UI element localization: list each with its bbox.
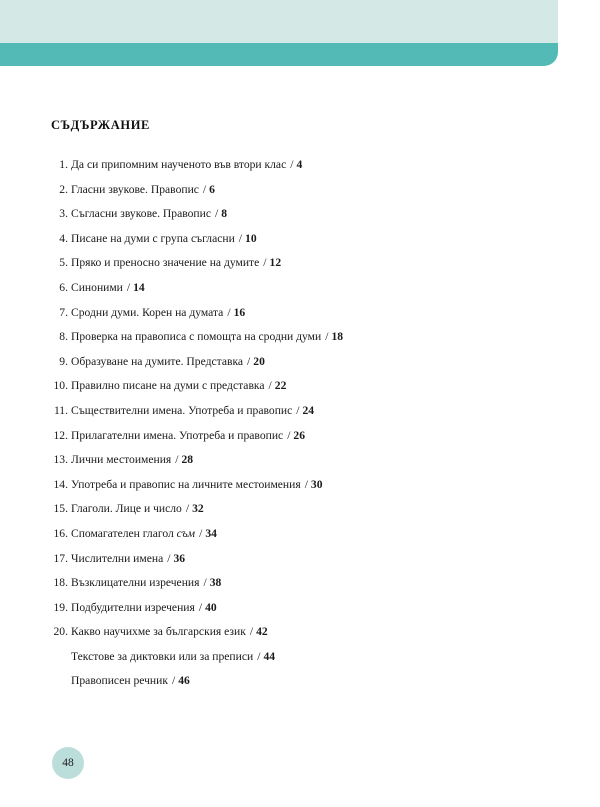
table-of-contents-list: [51, 158, 531, 699]
toc-entry-separator: /: [199, 526, 203, 540]
toc-entry-title-text: Подбудителни изречения: [71, 600, 195, 614]
toc-entry-page-number: 14: [133, 280, 145, 294]
toc-entry-page-number: 12: [269, 256, 282, 270]
toc-entry-page-number: 32: [192, 502, 204, 516]
toc-entry-number: 3.: [59, 207, 68, 221]
toc-entry[interactable]: [51, 429, 531, 454]
toc-entry-page-number: 38: [209, 576, 222, 590]
toc-entry-separator: /: [126, 280, 131, 294]
toc-entry[interactable]: [51, 453, 531, 478]
toc-entry-separator: /: [263, 256, 267, 270]
toc-entry-page-number: 20: [253, 354, 265, 368]
toc-entry-number: 12.: [53, 428, 68, 442]
toc-entry-page-number: 26: [293, 428, 306, 442]
toc-entry[interactable]: [51, 306, 531, 331]
toc-entry-number: 15.: [53, 502, 68, 516]
toc-entry-number: 19.: [53, 600, 68, 614]
toc-entry[interactable]: [51, 158, 531, 183]
toc-entry[interactable]: [51, 527, 531, 552]
toc-entry-number: 2.: [59, 182, 68, 196]
toc-entry-number: 20.: [53, 625, 68, 639]
toc-entry-separator: /: [304, 477, 308, 491]
toc-entry[interactable]: [51, 379, 531, 404]
header-band-light: [0, 0, 558, 43]
header-band-teal: [0, 43, 558, 66]
toc-entry-title-text: Гласни звукове. Правопис: [71, 182, 199, 196]
toc-entry-title: [71, 625, 246, 638]
toc-entry[interactable]: [51, 256, 531, 281]
toc-entry-title-text: Какво научихме за българския език: [71, 625, 246, 639]
toc-entry-title-text: Текстове за диктовки или за преписи: [71, 649, 254, 663]
toc-entry-title-text: Възклицателни изречения: [71, 576, 200, 590]
toc-entry-title-text: Правилно писане на думи с представка: [71, 379, 265, 393]
toc-entry-separator: /: [287, 428, 291, 442]
toc-entry-title-text: Числителни имена: [71, 551, 164, 565]
toc-entry[interactable]: [51, 207, 531, 232]
toc-entry-separator: /: [290, 158, 294, 171]
toc-entry-number: 8.: [59, 330, 68, 344]
toc-entry[interactable]: [51, 355, 531, 380]
toc-entry-number: 10.: [53, 379, 68, 393]
toc-entry-title-text: Писане на думи с група съгласни: [71, 231, 235, 245]
toc-entry-title-text: Употреба и правопис на личните местоимения: [71, 477, 301, 491]
toc-entry[interactable]: [51, 232, 531, 257]
toc-entry-separator: /: [202, 182, 207, 196]
toc-entry-separator: /: [175, 453, 179, 467]
toc-entry[interactable]: [51, 183, 531, 208]
toc-entry[interactable]: [51, 502, 531, 527]
toc-entry-number: 16.: [53, 526, 68, 540]
toc-entry[interactable]: [51, 601, 531, 626]
toc-entry-separator: /: [167, 551, 171, 565]
toc-entry-separator: /: [238, 231, 243, 245]
toc-entry-title: [71, 232, 235, 245]
toc-entry-number: 7.: [59, 305, 68, 319]
toc-entry-title: [71, 404, 292, 417]
toc-entry-title-text: Прилагателни имена. Употреба и правопис: [71, 428, 284, 442]
toc-entry-title-italic: съм: [176, 526, 196, 540]
toc-entry-page-number: 22: [274, 379, 287, 393]
toc-entry[interactable]: [51, 281, 531, 306]
toc-entry-title: [71, 306, 223, 319]
toc-entry-title-text: Синоними: [71, 280, 123, 294]
toc-entry-number: 17.: [53, 551, 68, 565]
toc-entry-page-number: 28: [181, 453, 194, 467]
toc-entry-title-text: Глаголи. Лице и число: [71, 502, 182, 516]
toc-entry-separator: /: [198, 600, 203, 614]
toc-entry-title: [71, 650, 253, 663]
toc-entry[interactable]: [51, 625, 531, 650]
toc-entry-title-text: Лични местоимения: [71, 453, 172, 467]
toc-entry-page-number: 40: [205, 600, 217, 614]
toc-entry-title-text: Правописен речник: [71, 674, 168, 688]
toc-entry-title-text: Образуване на думите. Представка: [71, 354, 244, 368]
toc-entry-number: 5.: [59, 256, 68, 270]
toc-entry[interactable]: [51, 674, 531, 699]
toc-entry-title: [71, 674, 168, 687]
toc-entry-page-number: 36: [173, 551, 186, 565]
toc-entry-separator: /: [227, 305, 231, 319]
toc-entry-page-number: 42: [256, 625, 268, 639]
toc-entry-title-text: Да си припомним наученото във втори клас: [71, 158, 287, 171]
toc-entry-title: [71, 158, 286, 171]
toc-entry-title: [71, 527, 195, 540]
toc-entry-page-number: 4: [296, 158, 303, 171]
toc-entry-title: [71, 281, 123, 294]
toc-entry-separator: /: [325, 330, 329, 344]
toc-entry-separator: /: [171, 674, 176, 688]
toc-entry-title: [71, 552, 163, 565]
toc-entry-page-number: 16: [233, 305, 246, 319]
toc-entry-separator: /: [203, 576, 207, 590]
toc-entry-title-text: Спомагателен глагол: [71, 526, 177, 540]
toc-entry-separator: /: [215, 207, 219, 221]
toc-entry-title: [71, 478, 301, 491]
toc-entry-title: [71, 183, 199, 196]
toc-entry[interactable]: [51, 576, 531, 601]
toc-entry-number: 11.: [53, 403, 68, 417]
toc-entry-title: [71, 355, 243, 368]
toc-entry-title: [71, 576, 199, 589]
toc-entry-title: [71, 601, 195, 614]
toc-entry-page-number: 24: [302, 403, 315, 417]
toc-entry[interactable]: [51, 552, 531, 577]
toc-entry-title: [71, 379, 265, 392]
decorative-header-bands: [0, 0, 600, 70]
toc-entry-title: [71, 207, 211, 220]
toc-entry-title: [71, 453, 171, 466]
toc-entry-page-number: 34: [205, 526, 217, 540]
toc-entry-page-number: 46: [178, 674, 190, 688]
toc-entry-page-number: 30: [310, 477, 323, 491]
toc-entry[interactable]: [51, 478, 531, 503]
toc-entry-title-text: Пряко и преносно значение на думите: [71, 256, 260, 270]
toc-entry-number: 1.: [59, 158, 68, 171]
toc-entry-number: 18.: [53, 576, 68, 590]
toc-entry-separator: /: [257, 649, 261, 663]
toc-entry-title-text: Съгласни звукове. Правопис: [71, 207, 211, 221]
toc-entry-number: 14.: [53, 477, 68, 491]
toc-entry[interactable]: [51, 330, 531, 355]
toc-entry-page-number: 18: [331, 330, 344, 344]
toc-entry-title: [71, 429, 283, 442]
toc-entry-number: 9.: [59, 354, 68, 368]
toc-entry-title: [71, 330, 321, 343]
toc-entry-separator: /: [249, 625, 254, 639]
toc-entry-number: 6.: [59, 280, 68, 294]
toc-entry-page-number: 8: [221, 207, 228, 221]
toc-entry-page-number: 44: [263, 649, 276, 663]
toc-entry-number: 13.: [53, 453, 68, 467]
page-title: СЪДЪРЖАНИЕ: [51, 118, 150, 133]
toc-entry-title-text: Съществителни имена. Употреба и правопис: [71, 403, 293, 417]
toc-entry[interactable]: [51, 404, 531, 429]
toc-entry-separator: /: [185, 502, 190, 516]
toc-entry-separator: /: [268, 379, 272, 393]
page-number-badge: 48: [52, 747, 84, 779]
toc-entry-title-text: Сродни думи. Корен на думата: [71, 305, 224, 319]
toc-entry-page-number: 6: [209, 182, 215, 196]
toc-entry-number: 4.: [59, 231, 68, 245]
toc-entry-title: [71, 502, 182, 515]
toc-entry-title: [71, 256, 259, 269]
toc-entry-page-number: 10: [245, 231, 257, 245]
toc-entry-separator: /: [247, 354, 251, 368]
toc-entry-separator: /: [296, 403, 300, 417]
toc-entry[interactable]: [51, 650, 531, 675]
toc-entry-title-text: Проверка на правописа с помощта на сродни думи: [71, 330, 322, 344]
